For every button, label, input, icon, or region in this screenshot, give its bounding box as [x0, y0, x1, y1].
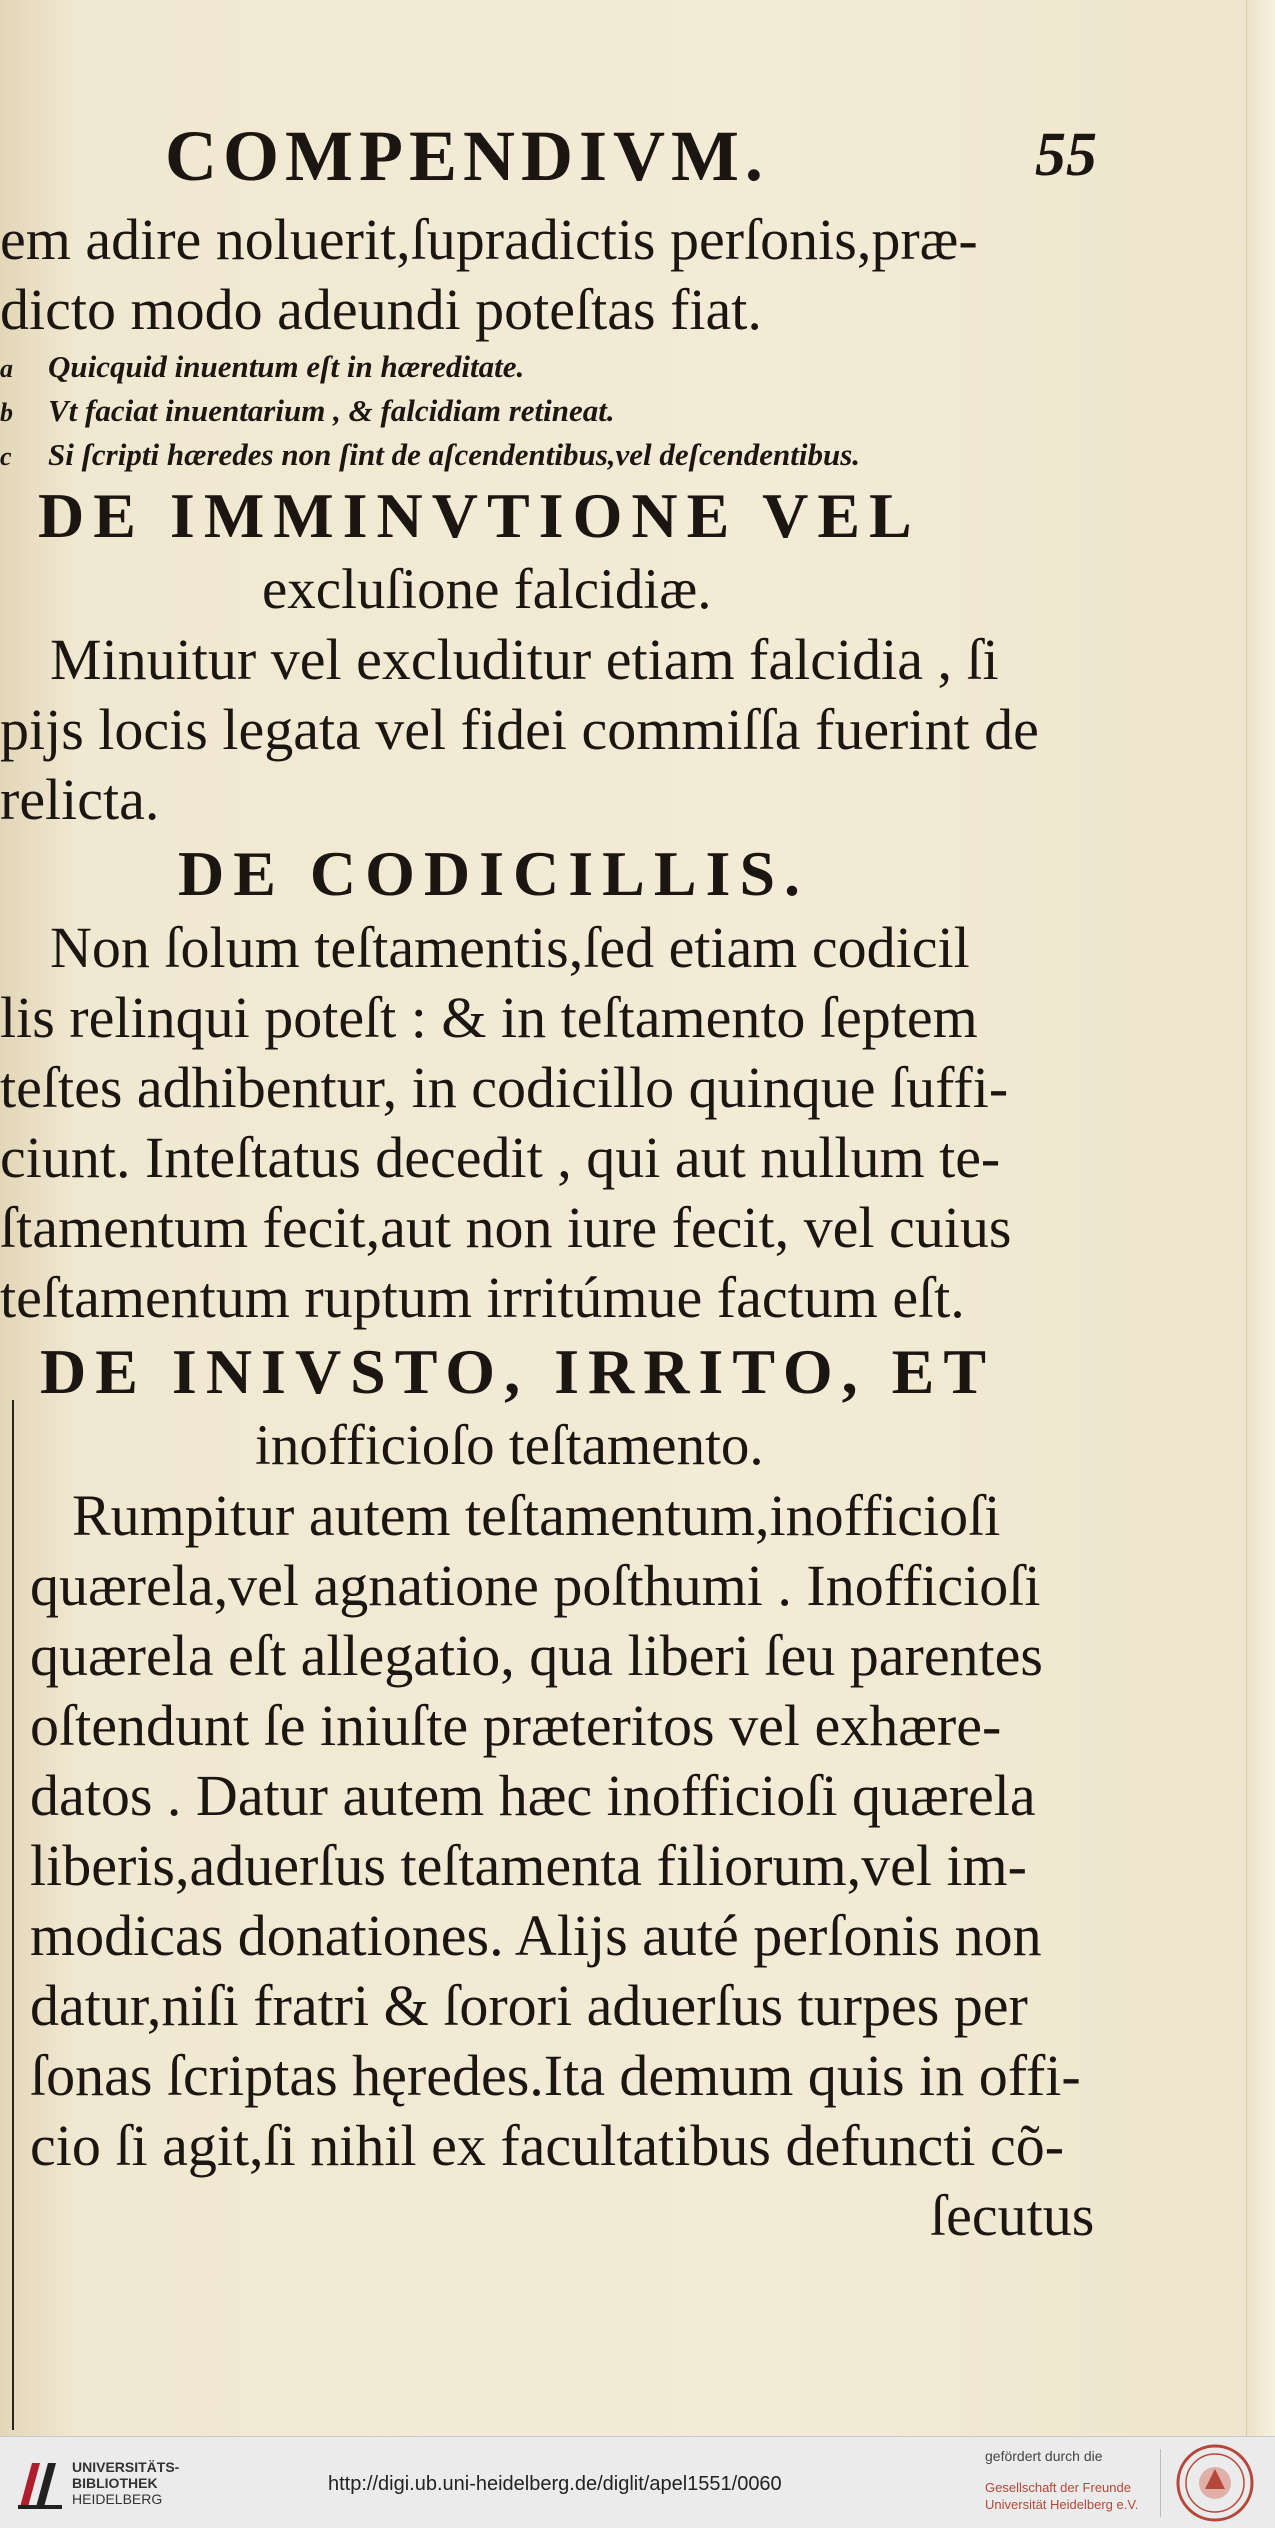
text-line: relicta.	[0, 767, 160, 832]
note-mark: b	[0, 398, 13, 427]
text-line: Non ſolum teſtamentis,ſed etiam codicil	[50, 915, 970, 980]
note-text: Si ſcripti hæredes non ſint de aſcendentibus,vel deſcendentibus.	[48, 437, 861, 472]
text-block	[0, 105, 1150, 2251]
text-line: datur,niſi fratri & ſorori aduerſus turpes per	[30, 1973, 1028, 2038]
note-mark: a	[0, 354, 13, 383]
section-heading: DE CODICILLIS.	[178, 838, 810, 909]
text-line: teſtamentum ruptum irritúmue factum eſt.	[0, 1265, 965, 1330]
text-line: datos . Datur autem hæc inofficioſi quærela	[30, 1763, 1036, 1828]
text-line: lis relinqui poteſt : & in teſtamento ſeptem	[0, 985, 978, 1050]
text-line: oſtendunt ſe iniuſte præteritos vel exhære-	[30, 1693, 1002, 1758]
library-name	[72, 2459, 179, 2507]
funder-org-line: Universität Heidelberg e.V.	[985, 2497, 1139, 2512]
marginal-note	[0, 389, 1150, 433]
permalink-url[interactable]: http://digi.ub.uni-heidelberg.de/diglit/apel1551/0060	[328, 2473, 782, 2495]
text-line: ſtamentum fecit,aut non iure fecit, vel cuius	[0, 1195, 1012, 1260]
note-text: Vt faciat inuentarium , & falcidiam retineat.	[48, 393, 615, 428]
text-line: em adire noluerit,ſupradictis perſonis,præ-	[0, 207, 978, 272]
section-subheading: excluſione falcidiæ.	[262, 558, 712, 621]
library-name-line: HEIDELBERG	[72, 2491, 163, 2507]
text-line: dicto modo adeundi poteſtas fiat.	[0, 277, 762, 342]
library-name-line: UNIVERSITÄTS-	[72, 2459, 180, 2475]
text-line: Rumpitur autem teſtamentum,inofficioſi	[72, 1483, 1001, 1548]
section-heading: DE IMMINVTIONE VEL	[38, 480, 921, 551]
note-text: Quicquid inuentum eſt in hæreditate.	[48, 349, 525, 384]
text-line: teſtes adhibentur, in codicillo quinque ſuffi-	[0, 1055, 1009, 1120]
university-seal-icon	[1175, 2443, 1255, 2523]
viewer-footer	[0, 2436, 1275, 2528]
funded-by-label: gefördert durch die	[985, 2448, 1103, 2464]
section-heading: DE INIVSTO, IRRITO, ET	[40, 1336, 995, 1407]
text-line: liberis,aduerſus teſtamenta filiorum,vel im-	[30, 1833, 1027, 1898]
text-line: modicas donationes. Alijs auté perſonis non	[30, 1903, 1042, 1968]
running-title: COMPENDIVM.	[165, 116, 769, 196]
divider	[1160, 2449, 1161, 2517]
funder-credit	[985, 2447, 1138, 2513]
library-name-line: BIBLIOTHEK	[72, 2475, 158, 2491]
text-line: pijs locis legata vel fidei commiſſa fuerint de	[0, 697, 1039, 762]
text-line: cio ſi agit,ſi nihil ex facultatibus defuncti cõ-	[30, 2113, 1065, 2178]
funder-org-line: Gesellschaft der Freunde	[985, 2480, 1131, 2495]
text-line: Minuitur vel excluditur etiam falcidia , ſi	[50, 627, 999, 692]
marginal-note	[0, 345, 1150, 389]
catchword: ſecutus	[930, 2183, 1095, 2248]
running-head	[0, 105, 1150, 205]
section-subheading: inofficioſo teſtamento.	[255, 1414, 764, 1477]
text-line: ſonas ſcriptas hęredes.Ita demum quis in offi-	[30, 2043, 1081, 2108]
folio-number: 55	[1035, 121, 1097, 189]
text-line: quærela eſt allegatio, qua liberi ſeu parentes	[30, 1623, 1043, 1688]
library-logo-icon	[14, 2455, 66, 2513]
marginal-note	[0, 433, 1150, 477]
page-edge	[1246, 0, 1275, 2436]
text-line: quærela,vel agnatione poſthumi . Inofficioſi	[30, 1553, 1041, 1618]
note-mark: c	[0, 442, 12, 471]
text-line: ciunt. Inteſtatus decedit , qui aut nullum te-	[0, 1125, 1001, 1190]
